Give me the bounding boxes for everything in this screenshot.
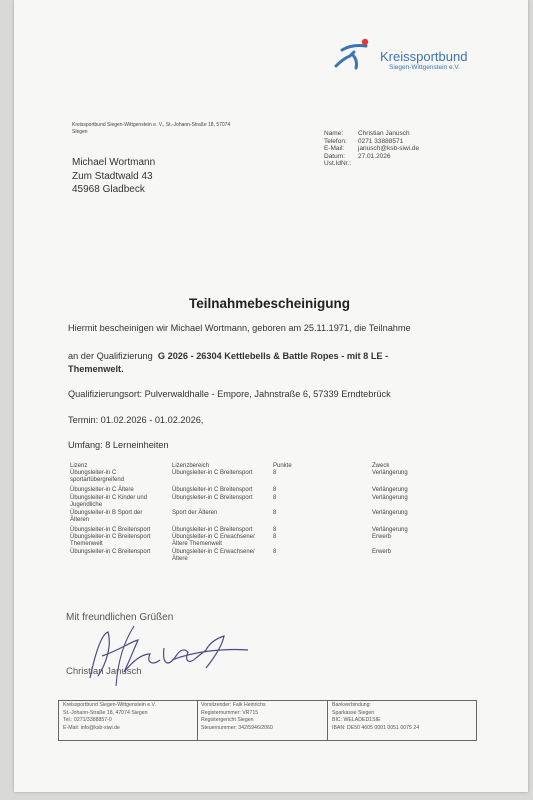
closing-greeting: Mit freundlichen Grüßen <box>66 612 174 623</box>
qualification-line-2: Themenwelt. <box>68 364 124 374</box>
sender-line: Kreissportbund Siegen-Wittgenstein e. V., St.-Johann-Straße 18, 57074 Siegen <box>72 122 231 135</box>
table-row: Übungsleiter-in C sportartübergreifend Übungsleiter-in C Breitensport 8 Verlängerung <box>70 470 408 483</box>
logo-subtitle: Siegen-Wittgenstein e.V. <box>389 64 460 71</box>
footer-column-association: Kreissportbund Siegen-Wittgenstein e.V. St.-Johann-Straße 18, 47074 Siegen Tel.: 0271/3388857-0 E-Mail: info@ksb-siwi.de <box>58 700 198 741</box>
qualification-location: Qualifizierungsort: Pulverwaldhalle - Empore, Jahnstraße 6, 57339 Erndtebrück <box>68 389 391 399</box>
recipient-address: Michael Wortmann Zum Stadtwald 43 45968 Gladbeck <box>72 157 156 195</box>
termin: Termin: 01.02.2026 - 01.02.2026, <box>68 415 204 425</box>
table-row: Übungsleiter-in C Kinder und Jugendliche Übungsleiter-in C Breitensport 8 Verlängerung <box>70 495 408 508</box>
logo-name: Kreissportbund <box>380 49 468 64</box>
handwritten-signature <box>72 620 252 692</box>
intro-text: Hiermit bescheinigen wir Michael Wortmann, geboren am 25.11.1971, die Teilnahme <box>68 323 411 333</box>
table-row: Übungsleiter-in C Ältere Übungsleiter-in C Breitensport 8 Verlängerung <box>70 487 408 493</box>
table-header: Lizenz Lizenzbereich Punkte Zweck <box>70 463 390 469</box>
contact-values: Christian Janusch 0271 33888571 janusch@ksb-siwi.de 27.01.2026 <box>358 130 420 160</box>
table-row: Übungsleiter-in C Breitensport Übungsleiter-in C Breitensport 8 Verlängerung <box>70 527 408 533</box>
license-table <box>70 463 490 564</box>
letter-page <box>14 0 528 792</box>
kreissportbund-logo-icon <box>332 38 374 72</box>
document-title: Teilnahmebescheinigung <box>189 296 351 311</box>
signer-name: Christian Janusch <box>66 666 142 677</box>
footer-column-register: Vorsitzender: Falk Heinrichs Registernummer: VR715 Registergericht Siegen Steuernummer: 342/5946/2060 <box>197 700 328 741</box>
footer-column-bank: Bankverbindung: Sparkasse Siegen BIC: WELADED1SIE IBAN: DE50 4605 0001 0051 0075 24 <box>328 700 477 741</box>
table-row: Übungsleiter-in C Breitensport Themenwelt Übungsleiter-in C Erwachsene/Ältere Themenwelt 8 Erwerb <box>70 534 392 547</box>
contact-labels: Name: Telefon: E-Mail: Datum: Ust.IdNr.: <box>324 130 352 168</box>
table-row: Übungsleiter-in B Sport der Älteren Sport der Älteren 8 Verlängerung <box>70 510 408 523</box>
table-row: Übungsleiter-in C Breitensport Übungsleiter-in C Erwachsene/Ältere 8 Erwerb <box>70 549 392 562</box>
qualification-line: an der Qualifizierung G 2026 - 26304 Kettlebells & Battle Ropes - mit 8 LE - <box>68 351 389 361</box>
umfang: Umfang: 8 Lerneinheiten <box>68 440 169 450</box>
